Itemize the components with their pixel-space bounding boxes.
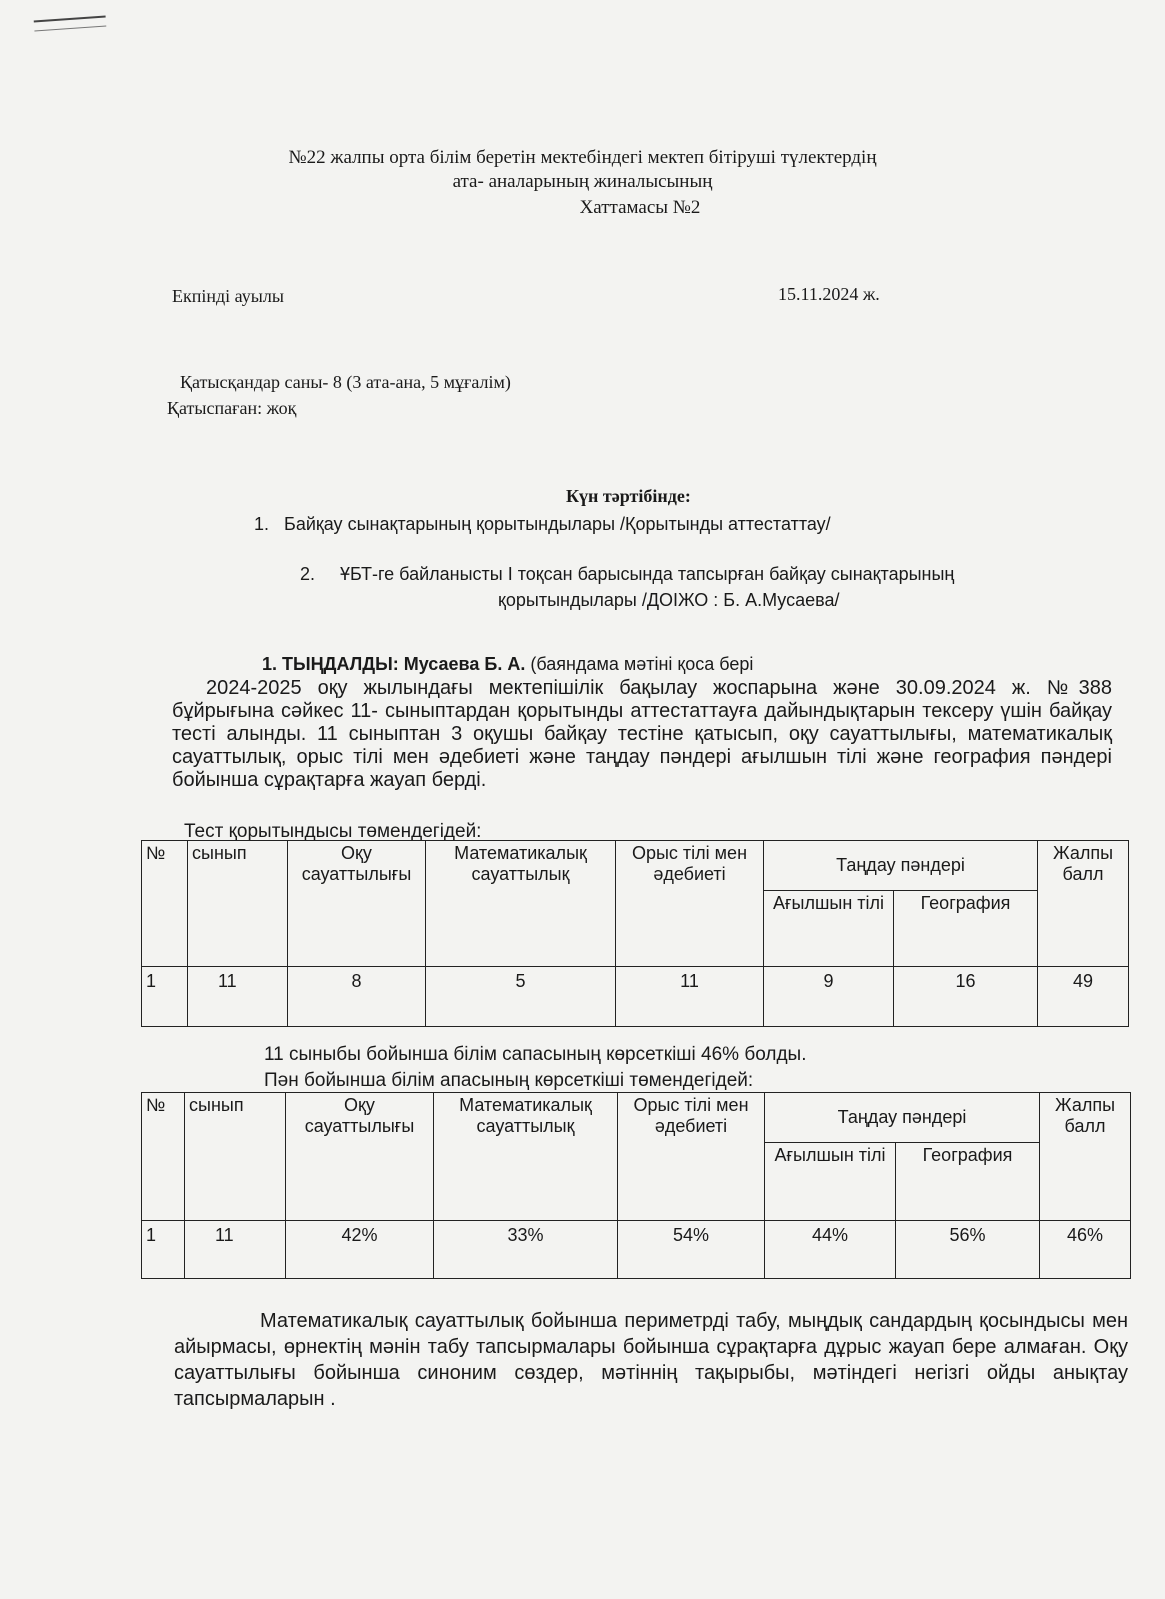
col-math: Математикалық сауаттылық: [434, 1093, 618, 1221]
cell-class: 11: [188, 967, 288, 1027]
table-2-caption: Пән бойынша білім апасының көрсеткіші төмендегідей:: [264, 1070, 754, 1091]
cell-geography: 16: [894, 967, 1038, 1027]
section-1-speaker: 1. ТЫҢДАЛДЫ: Мусаева Б. А.: [262, 654, 526, 674]
header-line-1: №22 жалпы орта білім беретін мектебіндегі мектеп бітіруші түлектердің: [288, 147, 877, 168]
cell-num: 1: [142, 967, 188, 1027]
col-geography: География: [894, 891, 1038, 967]
col-num: №: [142, 1093, 185, 1221]
col-english: Ағылшын тілі: [764, 891, 894, 967]
col-electives: Таңдау пәндері: [764, 841, 1038, 891]
quality-summary: 11 сыныбы бойынша білім сапасының көрсеткіші 46% болды.: [264, 1044, 807, 1065]
date: 15.11.2024 ж.: [778, 284, 880, 304]
col-geography: География: [896, 1143, 1040, 1221]
pen-mark: [34, 16, 107, 32]
table-1-caption: Тест қорытындысы төмендегідей:: [184, 821, 482, 842]
agenda-item-2-number: 2.: [300, 564, 316, 584]
agenda-item-2-line-1: ҰБТ-ге байланысты І тоқсан барысында тапсырған байқау сынақтарының: [340, 564, 955, 584]
section-1-heading: [262, 654, 753, 675]
col-total: Жалпы балл: [1040, 1093, 1131, 1221]
cell-russian: 11: [616, 967, 764, 1027]
quality-table: [141, 1092, 1131, 1279]
cell-math: 33%: [434, 1221, 618, 1279]
col-math: Математикалық сауаттылық: [426, 841, 616, 967]
col-total: Жалпы балл: [1038, 841, 1129, 967]
section-1-paragraph: 2024-2025 оқу жылындағы мектепішілік бақылау жоспарына және 30.09.2024 ж. №388 бұйрығына сәйкес 11- сыныптардан қорытынды аттестаттауға дайындықтарын тексеру үшін байқау тесті алынды. 11 сыныптан 3 оқушы байқау тестіне қатысып, оқу сауаттылығы, математикалық сауаттылық, орыс тілі мен әдебиеті және таңдау пәндері ағылшын тілі және география пәндері бойынша сұрақтарға жауап берді.: [172, 677, 1112, 791]
absent-count: Қатыспаған: жоқ: [167, 398, 297, 418]
cell-class: 11: [185, 1221, 286, 1279]
col-russian: Орыс тілі мен әдебиеті: [618, 1093, 765, 1221]
cell-math: 5: [426, 967, 616, 1027]
closing-paragraph: Математикалық сауаттылық бойынша периметрді табу, мыңдық сандардың қосындысы мен айырмасы, өрнектің мәнін табу тапсырмалары бойынша сұрақтарға дұрыс жауап бере алмаған. Оқу сауаттылығы бойынша синоним сөздер, мәтіннің тақырыбы, мәтіндегі негізгі ойды анықтау тапсырмаларын .: [174, 1310, 1128, 1410]
cell-total: 49: [1038, 967, 1129, 1027]
cell-num: 1: [142, 1221, 185, 1279]
cell-geography: 56%: [896, 1221, 1040, 1279]
cell-english: 9: [764, 967, 894, 1027]
results-table: [141, 840, 1129, 1027]
cell-reading: 8: [288, 967, 426, 1027]
col-electives: Таңдау пәндері: [765, 1093, 1040, 1143]
agenda-title: Күн тәртібінде:: [566, 486, 691, 506]
agenda-item-2-line-2: қорытындылары /ДОІЖО : Б. А.Мусаева/: [498, 590, 840, 610]
table-row: [142, 1221, 1131, 1279]
col-class: сынып: [188, 841, 288, 967]
col-english: Ағылшын тілі: [765, 1143, 896, 1221]
cell-russian: 54%: [618, 1221, 765, 1279]
agenda-item-1-number: 1.: [254, 514, 270, 534]
place: Екпінді ауылы: [172, 286, 284, 306]
present-count: Қатысқандар саны- 8 (3 ата-ана, 5 мұғалім): [180, 372, 511, 392]
document-title: Хаттамасы №2: [579, 197, 701, 218]
col-russian: Орыс тілі мен әдебиеті: [616, 841, 764, 967]
agenda-item-1: Байқау сынақтарының қорытындылары /Қорытынды аттестаттау/: [284, 514, 831, 534]
cell-english: 44%: [765, 1221, 896, 1279]
table-row: [142, 967, 1129, 1027]
col-reading: Оқу сауаттылығы: [286, 1093, 434, 1221]
col-num: №: [142, 841, 188, 967]
section-1-note: (баяндама мәтіні қоса бері: [525, 654, 754, 674]
cell-reading: 42%: [286, 1221, 434, 1279]
header-line-2: ата- аналарының жиналысының: [452, 171, 713, 192]
col-reading: Оқу сауаттылығы: [288, 841, 426, 967]
col-class: сынып: [185, 1093, 286, 1221]
cell-total: 46%: [1040, 1221, 1131, 1279]
